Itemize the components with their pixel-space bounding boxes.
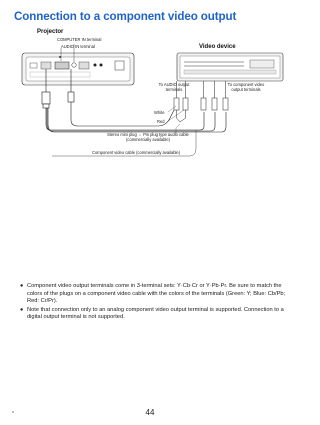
page-title: Connection to a component video output [14,10,237,23]
component-cable-label: Component video cable (commercially available) [92,150,181,155]
to-component-video-label: To component video output terminals [227,82,265,92]
white-label: White [154,110,165,115]
stereo-cable-label: Stereo mini plug ⇔ Pin plug type audio cable (commercially available) [107,132,189,142]
computer-in-terminal-label: COMPUTER IN terminal [57,37,102,42]
bullet-icon: ● [20,283,24,289]
notes-list [21,283,289,323]
video-device-label: Video device [199,44,236,50]
note-text: Component video output terminals come in 3-terminal sets: Y·Cb·Cr or Y·Pb·Pr. Be sure to match the colors of the plugs on a component video cable with the colors of the terminals (Green: Y; Blue: Cb/Pb; Red: Cr/Pr). [27,283,286,305]
page-number: 44 [145,408,155,417]
video-device-illustration [177,53,283,81]
projector-illustration [22,53,134,85]
red-label: Red [157,119,165,124]
to-audio-output-label: To AUDIO output terminals [158,82,190,92]
audio-in-terminal-label: AUDIO IN terminal [61,44,95,49]
bullet-icon: ● [20,306,24,313]
note-text: Note that connection only to an analog component video output terminal is supported. Connection to a digital output terminal is not supported. [27,306,284,321]
corner-mark: a [12,410,14,414]
list-item [21,283,289,306]
projector-label: Projector [37,29,64,35]
list-item [21,307,289,322]
